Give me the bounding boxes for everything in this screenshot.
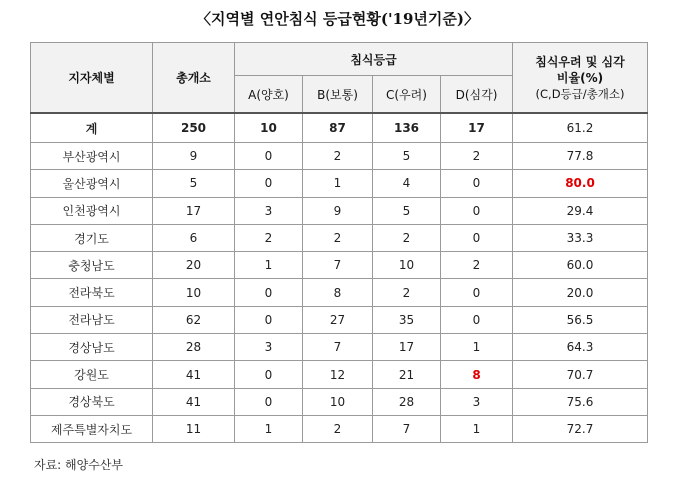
total-a: 10: [235, 113, 303, 143]
cell-grade-b: 1: [303, 170, 373, 197]
cell-rate: 70.7: [513, 361, 648, 388]
cell-total: 41: [153, 388, 235, 415]
cell-grade-d: 0: [441, 224, 513, 251]
table-row: [31, 197, 648, 224]
table-row: [31, 170, 648, 197]
cell-grade-a: 0: [235, 143, 303, 170]
cell-region: 인천광역시: [31, 197, 153, 224]
header-rate-line2: 비율(%): [556, 70, 604, 85]
cell-grade-d: 0: [441, 170, 513, 197]
cell-grade-d: 8: [441, 361, 513, 388]
cell-grade-b: 9: [303, 197, 373, 224]
cell-grade-d: 0: [441, 197, 513, 224]
table-body: [31, 113, 648, 443]
cell-grade-d: 0: [441, 279, 513, 306]
cell-total: 5: [153, 170, 235, 197]
table-row: [31, 361, 648, 388]
cell-grade-a: 3: [235, 334, 303, 361]
cell-total: 6: [153, 224, 235, 251]
header-region: 지자체별: [31, 43, 153, 114]
table-row: [31, 306, 648, 333]
erosion-grade-table: [30, 42, 648, 443]
cell-total: 41: [153, 361, 235, 388]
cell-region: 울산광역시: [31, 170, 153, 197]
header-rate-line3: (C,D등급/총개소): [535, 86, 625, 101]
cell-grade-a: 0: [235, 306, 303, 333]
cell-region: 경기도: [31, 224, 153, 251]
cell-grade-b: 10: [303, 388, 373, 415]
cell-grade-c: 17: [373, 334, 441, 361]
header-grade-a: A(양호): [235, 76, 303, 114]
cell-rate: 20.0: [513, 279, 648, 306]
cell-grade-b: 2: [303, 224, 373, 251]
cell-grade-c: 5: [373, 143, 441, 170]
cell-grade-a: 0: [235, 388, 303, 415]
table-row: [31, 334, 648, 361]
cell-region: 경상남도: [31, 334, 153, 361]
total-c: 136: [373, 113, 441, 143]
header-grade-group: 침식등급: [235, 43, 513, 76]
cell-total: 62: [153, 306, 235, 333]
cell-region: 강원도: [31, 361, 153, 388]
header-rate-line1: 침식우려 및 심각: [535, 54, 625, 69]
cell-grade-c: 35: [373, 306, 441, 333]
table-row: [31, 252, 648, 279]
cell-grade-d: 3: [441, 388, 513, 415]
cell-rate: 60.0: [513, 252, 648, 279]
document-title: 〈지역별 연안침식 등급현황('19년기준)〉: [196, 10, 479, 28]
table-row: [31, 224, 648, 251]
header-total: 총개소: [153, 43, 235, 114]
cell-total: 28: [153, 334, 235, 361]
cell-region: 전라북도: [31, 279, 153, 306]
cell-grade-a: 0: [235, 279, 303, 306]
cell-rate: 80.0: [513, 170, 648, 197]
cell-grade-c: 10: [373, 252, 441, 279]
source-note: 자료: 해양수산부: [34, 458, 124, 472]
cell-rate: 56.5: [513, 306, 648, 333]
cell-region: 충청남도: [31, 252, 153, 279]
cell-grade-c: 2: [373, 279, 441, 306]
cell-region: 전라남도: [31, 306, 153, 333]
table-row: [31, 279, 648, 306]
header-grade-d: D(심각): [441, 76, 513, 114]
cell-grade-c: 21: [373, 361, 441, 388]
total-row: [31, 113, 648, 143]
cell-rate: 72.7: [513, 415, 648, 442]
cell-grade-b: 2: [303, 143, 373, 170]
cell-grade-b: 12: [303, 361, 373, 388]
cell-total: 20: [153, 252, 235, 279]
cell-grade-a: 3: [235, 197, 303, 224]
cell-grade-a: 0: [235, 361, 303, 388]
cell-grade-a: 0: [235, 170, 303, 197]
cell-rate: 64.3: [513, 334, 648, 361]
cell-total: 11: [153, 415, 235, 442]
cell-grade-d: 1: [441, 415, 513, 442]
header-grade-b: B(보통): [303, 76, 373, 114]
cell-grade-d: 2: [441, 143, 513, 170]
total-b: 87: [303, 113, 373, 143]
cell-region: 경상북도: [31, 388, 153, 415]
cell-grade-b: 7: [303, 252, 373, 279]
total-rate: 61.2: [513, 113, 648, 143]
cell-grade-c: 5: [373, 197, 441, 224]
total-count: 250: [153, 113, 235, 143]
cell-grade-a: 1: [235, 415, 303, 442]
cell-grade-d: 0: [441, 306, 513, 333]
cell-rate: 33.3: [513, 224, 648, 251]
table-row: [31, 388, 648, 415]
cell-rate: 75.6: [513, 388, 648, 415]
cell-grade-b: 7: [303, 334, 373, 361]
table-row: [31, 143, 648, 170]
cell-rate: 77.8: [513, 143, 648, 170]
cell-grade-b: 27: [303, 306, 373, 333]
table-row: [31, 415, 648, 442]
table-header: [31, 43, 648, 114]
cell-grade-a: 2: [235, 224, 303, 251]
total-d: 17: [441, 113, 513, 143]
cell-grade-b: 2: [303, 415, 373, 442]
cell-rate: 29.4: [513, 197, 648, 224]
cell-region: 제주특별자치도: [31, 415, 153, 442]
cell-grade-c: 2: [373, 224, 441, 251]
total-region: 계: [31, 113, 153, 143]
cell-grade-c: 28: [373, 388, 441, 415]
header-grade-c: C(우려): [373, 76, 441, 114]
cell-total: 9: [153, 143, 235, 170]
cell-grade-a: 1: [235, 252, 303, 279]
cell-grade-c: 4: [373, 170, 441, 197]
cell-total: 10: [153, 279, 235, 306]
cell-grade-d: 2: [441, 252, 513, 279]
header-rate: [513, 43, 648, 114]
cell-grade-c: 7: [373, 415, 441, 442]
cell-region: 부산광역시: [31, 143, 153, 170]
cell-grade-d: 1: [441, 334, 513, 361]
cell-total: 17: [153, 197, 235, 224]
cell-grade-b: 8: [303, 279, 373, 306]
